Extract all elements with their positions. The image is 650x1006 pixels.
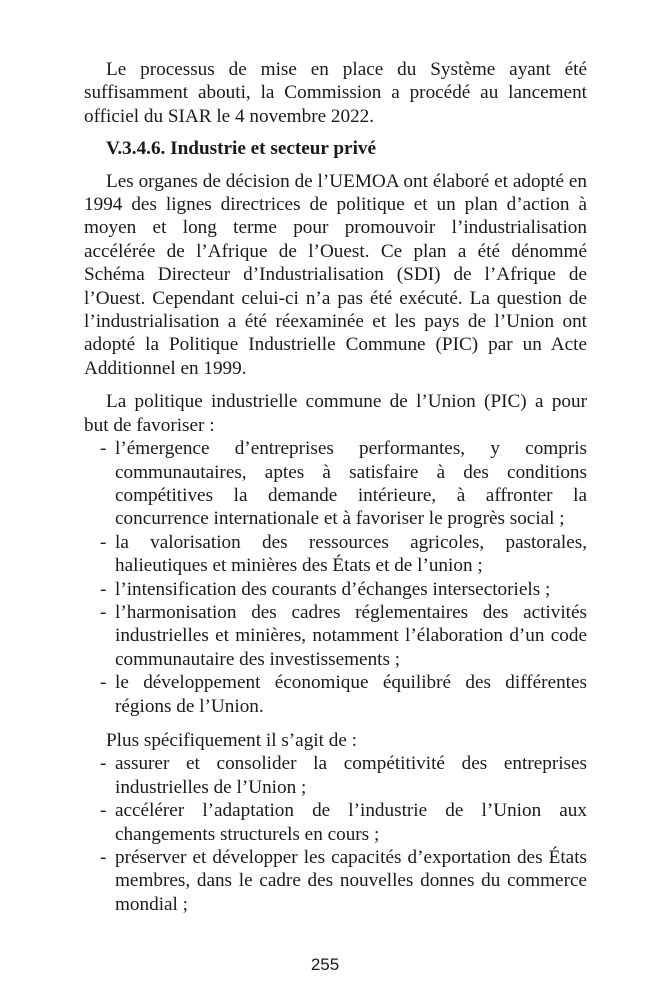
list-item-text: le développement économique équilibré des différentes régions de l’Union. [115,672,587,717]
list-item [84,846,587,916]
list-item-text: l’intensification des courants d’échanges intersectoriels ; [115,578,551,600]
page-body [84,58,587,916]
list-item [84,531,587,578]
paragraph-uemoa-history: Les organes de décision de l’UEMOA ont élaboré et adopté en 1994 des lignes directrices de politique et un plan d’action à moyen et long terme pour promouvoir l’industrialisation accélérée de l’Afrique de l’Ouest. Ce plan a été dénommé Schéma Directeur d’Industrialisation (SDI) de l’Afrique de l’Ouest. Cependant celui-ci n’a pas été exécuté. La question de l’industrialisation a été réexaminée et les pays de l’Union ont adopté la Politique Industrielle Commune (PIC) par un Acte Additionnel en 1999. [84,170,587,379]
pic-objectives-list [84,437,587,718]
paragraph-pic-intro: La politique industrielle commune de l’Union (PIC) a pour but de favoriser : [84,391,587,436]
dash-marker: - [100,578,107,600]
dash-marker: - [100,800,107,822]
list-item-text: accélérer l’adaptation de l’industrie de l’Union aux changements structurels en cours ; [115,800,587,845]
page-number: 255 [310,955,340,974]
list-item [84,752,587,799]
list-item-text: préserver et développer les capacités d’exportation des États membres, dans le cadre des nouvelles donnes du commerce mondial ; [115,847,587,915]
list-item-text: la valorisation des ressources agricoles, pastorales, halieutiques et minières des États et de l’union ; [115,531,587,577]
list-item [84,578,587,601]
list-item-text: l’émergence d’entreprises performantes, y compris communautaires, aptes à satisfaire à des conditions compétitives la demande intérieure, à affronter la concurrence internationale et à favoriser le progrès social ; [115,438,587,530]
list-item [84,437,587,531]
list-item [84,601,587,671]
dash-marker: - [100,438,107,460]
dash-marker: - [100,847,107,868]
specific-goals-list [84,752,587,916]
list-item [84,799,587,846]
list-item-text: assurer et consolider la compétitivité des entreprises industrielles de l’Union ; [115,753,587,798]
dash-marker: - [100,672,107,694]
paragraph-specific-goals-intro: Plus spécifiquement il s’agit de : [106,729,357,751]
list-item [84,671,587,718]
spacer [84,718,587,729]
section-heading: V.3.4.6. Industrie et secteur privé [106,138,377,160]
dash-marker: - [100,601,107,623]
list-item-text: l’harmonisation des cadres réglementaires des activités industrielles et minières, notamment l’élaboration d’un code communautaire des investissements ; [115,601,587,670]
dash-marker: - [100,753,107,775]
paragraph-siar-launch: Le processus de mise en place du Système ayant été suffisamment abouti, la Commission a procédé au lancement officiel du SIAR le 4 novembre 2022. [84,59,587,127]
dash-marker: - [100,531,107,553]
